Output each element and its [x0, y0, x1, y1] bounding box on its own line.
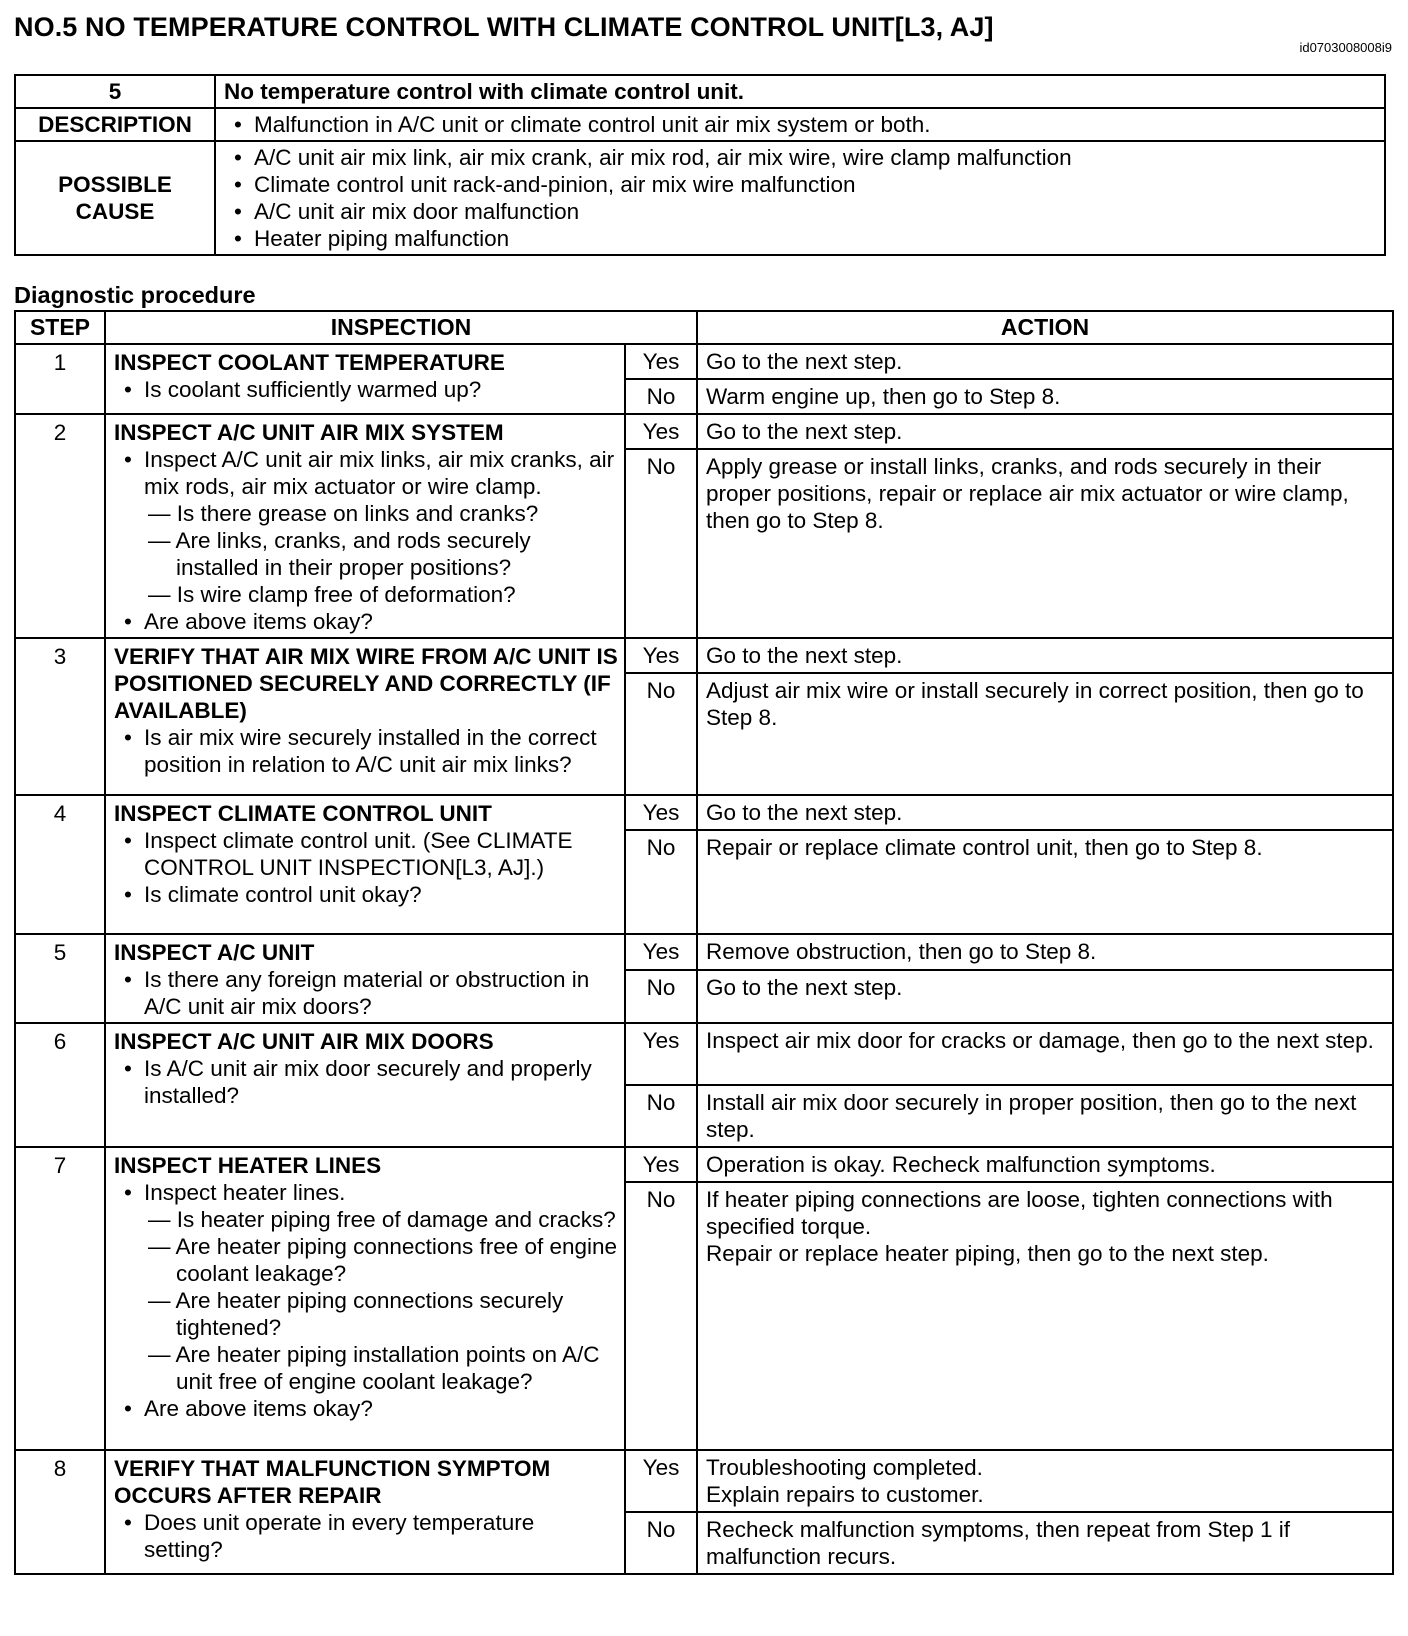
inspection-title: INSPECT HEATER LINES	[114, 1153, 382, 1178]
header-inspection: INSPECTION	[105, 311, 697, 344]
inspection-title: VERIFY THAT MALFUNCTION SYMPTOM OCCURS AFTER REPAIR	[114, 1456, 551, 1508]
inspection-title: INSPECT A/C UNIT	[114, 940, 315, 965]
step-number: 1	[15, 344, 105, 414]
inspection-sub-item: — Is wire clamp free of deformation?	[148, 582, 516, 607]
inspection-title: INSPECT A/C UNIT AIR MIX SYSTEM	[114, 420, 504, 445]
yes-action-line: Explain repairs to customer.	[706, 1482, 984, 1507]
yes-label: Yes	[625, 414, 697, 449]
diagnostic-body	[15, 344, 1393, 1574]
header-action: ACTION	[697, 311, 1393, 344]
inspection-title: VERIFY THAT AIR MIX WIRE FROM A/C UNIT IS POSITIONED SECURELY AND CORRECTLY (IF AVAILABLE)	[114, 644, 618, 723]
inspection-bullet-text: Are above items okay?	[144, 609, 373, 634]
step-inspection	[105, 344, 625, 414]
possible-cause-row	[15, 141, 1385, 255]
inspection-title: INSPECT COOLANT TEMPERATURE	[114, 350, 505, 375]
yes-action	[697, 795, 1393, 830]
yes-action	[697, 344, 1393, 379]
no-action	[697, 1085, 1393, 1147]
step-row-yes	[15, 414, 1393, 449]
inspection-sub-item: — Is there grease on links and cranks?	[148, 501, 539, 526]
step-row-yes	[15, 1023, 1393, 1085]
yes-label: Yes	[625, 934, 697, 970]
step-inspection	[105, 1023, 625, 1147]
step-row-yes	[15, 1147, 1393, 1182]
step-row-yes	[15, 934, 1393, 970]
inspection-bullet-text: Is air mix wire securely installed in the correct position in relation to A/C unit air mix links?	[144, 725, 597, 777]
step-row-yes	[15, 638, 1393, 673]
possible-cause-label-line-1: POSSIBLE	[58, 172, 172, 197]
inspection-bullet	[114, 827, 618, 881]
no-action	[697, 1182, 1393, 1450]
yes-label: Yes	[625, 1450, 697, 1512]
no-label: No	[625, 1182, 697, 1450]
step-number: 4	[15, 795, 105, 934]
step-inspection	[105, 1147, 625, 1450]
description-row	[15, 108, 1385, 141]
inspection-bullet-text: Is coolant sufficiently warmed up?	[144, 377, 482, 402]
inspection-bullet	[114, 1395, 618, 1422]
yes-label: Yes	[625, 795, 697, 830]
step-inspection	[105, 414, 625, 638]
no-label: No	[625, 970, 697, 1023]
no-label: No	[625, 1085, 697, 1147]
inspection-list	[114, 966, 618, 1020]
inspection-list	[114, 724, 618, 778]
yes-action	[697, 934, 1393, 970]
yes-action-line: Go to the next step.	[706, 349, 903, 374]
yes-action-line: Remove obstruction, then go to Step 8.	[706, 939, 1097, 964]
inspection-title: INSPECT A/C UNIT AIR MIX DOORS	[114, 1029, 494, 1054]
diagnostic-table	[14, 310, 1394, 1575]
no-label: No	[625, 379, 697, 414]
yes-action-line: Go to the next step.	[706, 800, 903, 825]
inspection-bullet-text: Inspect heater lines.	[144, 1180, 346, 1205]
inspection-list	[114, 827, 618, 908]
step-row-yes	[15, 344, 1393, 379]
no-action-line: Apply grease or install links, cranks, and rods securely in their proper positions, repair or replace air mix actuator or wire clamp, then go to Step 8.	[706, 454, 1349, 534]
inspection-bullet-text: Are above items okay?	[144, 1396, 373, 1421]
inspection-list	[114, 1509, 618, 1563]
diagnostic-procedure-heading: Diagnostic procedure	[14, 282, 256, 308]
possible-cause-list	[224, 144, 1376, 252]
inspection-bullet-text: Inspect A/C unit air mix links, air mix cranks, air mix rods, air mix actuator or wire clamp.	[144, 447, 615, 499]
possible-cause-cell	[215, 141, 1385, 255]
yes-label: Yes	[625, 1023, 697, 1085]
no-action-line: Adjust air mix wire or install securely in correct position, then go to Step 8.	[706, 678, 1364, 730]
description-item: • Malfunction in A/C unit or climate control unit air mix system or both.	[224, 111, 1376, 138]
no-action-line: Go to the next step.	[706, 974, 903, 1000]
inspection-bullet	[114, 724, 618, 778]
yes-action-line: Operation is okay. Recheck malfunction symptoms.	[706, 1152, 1216, 1177]
no-label: No	[625, 673, 697, 795]
no-action	[697, 830, 1393, 934]
no-action-line: Warm engine up, then go to Step 8.	[706, 384, 1061, 409]
yes-action	[697, 1023, 1393, 1085]
inspection-bullet	[114, 376, 618, 403]
summary-table	[14, 74, 1386, 256]
step-number: 6	[15, 1023, 105, 1147]
inspection-sub-item: — Is heater piping free of damage and cracks?	[148, 1207, 616, 1232]
step-number: 7	[15, 1147, 105, 1450]
step-inspection	[105, 1450, 625, 1574]
step-inspection	[105, 934, 625, 1023]
inspection-bullet-text: Inspect climate control unit. (See CLIMATE CONTROL UNIT INSPECTION[L3, AJ].)	[144, 828, 573, 880]
inspection-sub-item: — Are links, cranks, and rods securely installed in their proper positions?	[148, 528, 531, 580]
cause-item: • A/C unit air mix door malfunction	[224, 198, 1376, 225]
step-number: 3	[15, 638, 105, 795]
yes-action-line: Inspect air mix door for cracks or damage, then go to the next step.	[706, 1028, 1374, 1053]
inspection-sub-item: — Are heater piping connections securely tightened?	[148, 1288, 564, 1340]
description-label: DESCRIPTION	[15, 108, 215, 141]
inspection-title: INSPECT CLIMATE CONTROL UNIT	[114, 801, 492, 826]
inspection-bullet-text: Is there any foreign material or obstruction in A/C unit air mix doors?	[144, 967, 590, 1019]
no-action	[697, 970, 1393, 1023]
no-action	[697, 379, 1393, 414]
diagnostic-header-row	[15, 311, 1393, 344]
inspection-bullet	[114, 1509, 618, 1563]
inspection-list	[114, 446, 618, 635]
yes-label: Yes	[625, 1147, 697, 1182]
summary-header-row	[15, 75, 1385, 108]
cause-item: • A/C unit air mix link, air mix crank, air mix rod, air mix wire, wire clamp malfunction	[224, 144, 1376, 171]
inspection-bullet	[114, 1055, 618, 1109]
document-id: id0703008008i9	[1299, 40, 1392, 55]
description-list	[224, 111, 1376, 138]
yes-label: Yes	[625, 638, 697, 673]
possible-cause-label-line-2: CAUSE	[75, 199, 155, 224]
step-number: 2	[15, 414, 105, 638]
yes-action	[697, 638, 1393, 673]
step-inspection	[105, 795, 625, 934]
inspection-bullet	[114, 881, 618, 908]
no-action-line: Repair or replace climate control unit, then go to Step 8.	[706, 835, 1263, 860]
step-row-yes	[15, 795, 1393, 830]
page-title: NO.5 NO TEMPERATURE CONTROL WITH CLIMATE CONTROL UNIT[L3, AJ]	[14, 12, 994, 42]
inspection-bullet	[114, 446, 618, 608]
step-number: 8	[15, 1450, 105, 1574]
inspection-bullet-text: Is climate control unit okay?	[144, 882, 422, 907]
header-step: STEP	[15, 311, 105, 344]
no-label: No	[625, 830, 697, 934]
cause-item: • Heater piping malfunction	[224, 225, 1376, 252]
inspection-bullet	[114, 966, 618, 1020]
yes-action-line: Go to the next step.	[706, 419, 903, 444]
step-row-yes	[15, 1450, 1393, 1512]
no-action	[697, 1512, 1393, 1574]
no-action-line: Install air mix door securely in proper position, then go to the next step.	[706, 1090, 1357, 1142]
cause-item: • Climate control unit rack-and-pinion, air mix wire malfunction	[224, 171, 1376, 198]
step-number: 5	[15, 934, 105, 1023]
inspection-bullet	[114, 1179, 618, 1395]
possible-cause-label	[15, 141, 215, 255]
no-action-line: Recheck malfunction symptoms, then repeat from Step 1 if malfunction recurs.	[706, 1517, 1291, 1569]
step-inspection	[105, 638, 625, 795]
description-cell	[215, 108, 1385, 141]
inspection-list	[114, 376, 618, 403]
inspection-sub-item: — Are heater piping connections free of engine coolant leakage?	[148, 1234, 618, 1286]
page	[14, 10, 1396, 1575]
yes-label: Yes	[625, 344, 697, 379]
summary-number: 5	[15, 75, 215, 108]
inspection-list	[114, 1055, 618, 1109]
summary-headline: No temperature control with climate control unit.	[215, 75, 1385, 108]
yes-action	[697, 1147, 1393, 1182]
yes-action-line: Go to the next step.	[706, 643, 903, 668]
no-action-line: If heater piping connections are loose, tighten connections with specified torque.	[706, 1187, 1333, 1239]
inspection-sub-item: — Are heater piping installation points on A/C unit free of engine coolant leakage?	[148, 1342, 600, 1394]
yes-action	[697, 1450, 1393, 1512]
inspection-bullet	[114, 608, 618, 635]
inspection-bullet-text: Does unit operate in every temperature setting?	[144, 1510, 535, 1562]
inspection-list	[114, 1179, 618, 1422]
yes-action-line: Troubleshooting completed.	[706, 1455, 983, 1480]
no-action	[697, 673, 1393, 795]
no-label: No	[625, 1512, 697, 1574]
inspection-bullet-text: Is A/C unit air mix door securely and properly installed?	[144, 1056, 592, 1108]
yes-action	[697, 414, 1393, 449]
no-action	[697, 449, 1393, 638]
no-label: No	[625, 449, 697, 638]
no-action-line: Repair or replace heater piping, then go to the next step.	[706, 1241, 1269, 1266]
